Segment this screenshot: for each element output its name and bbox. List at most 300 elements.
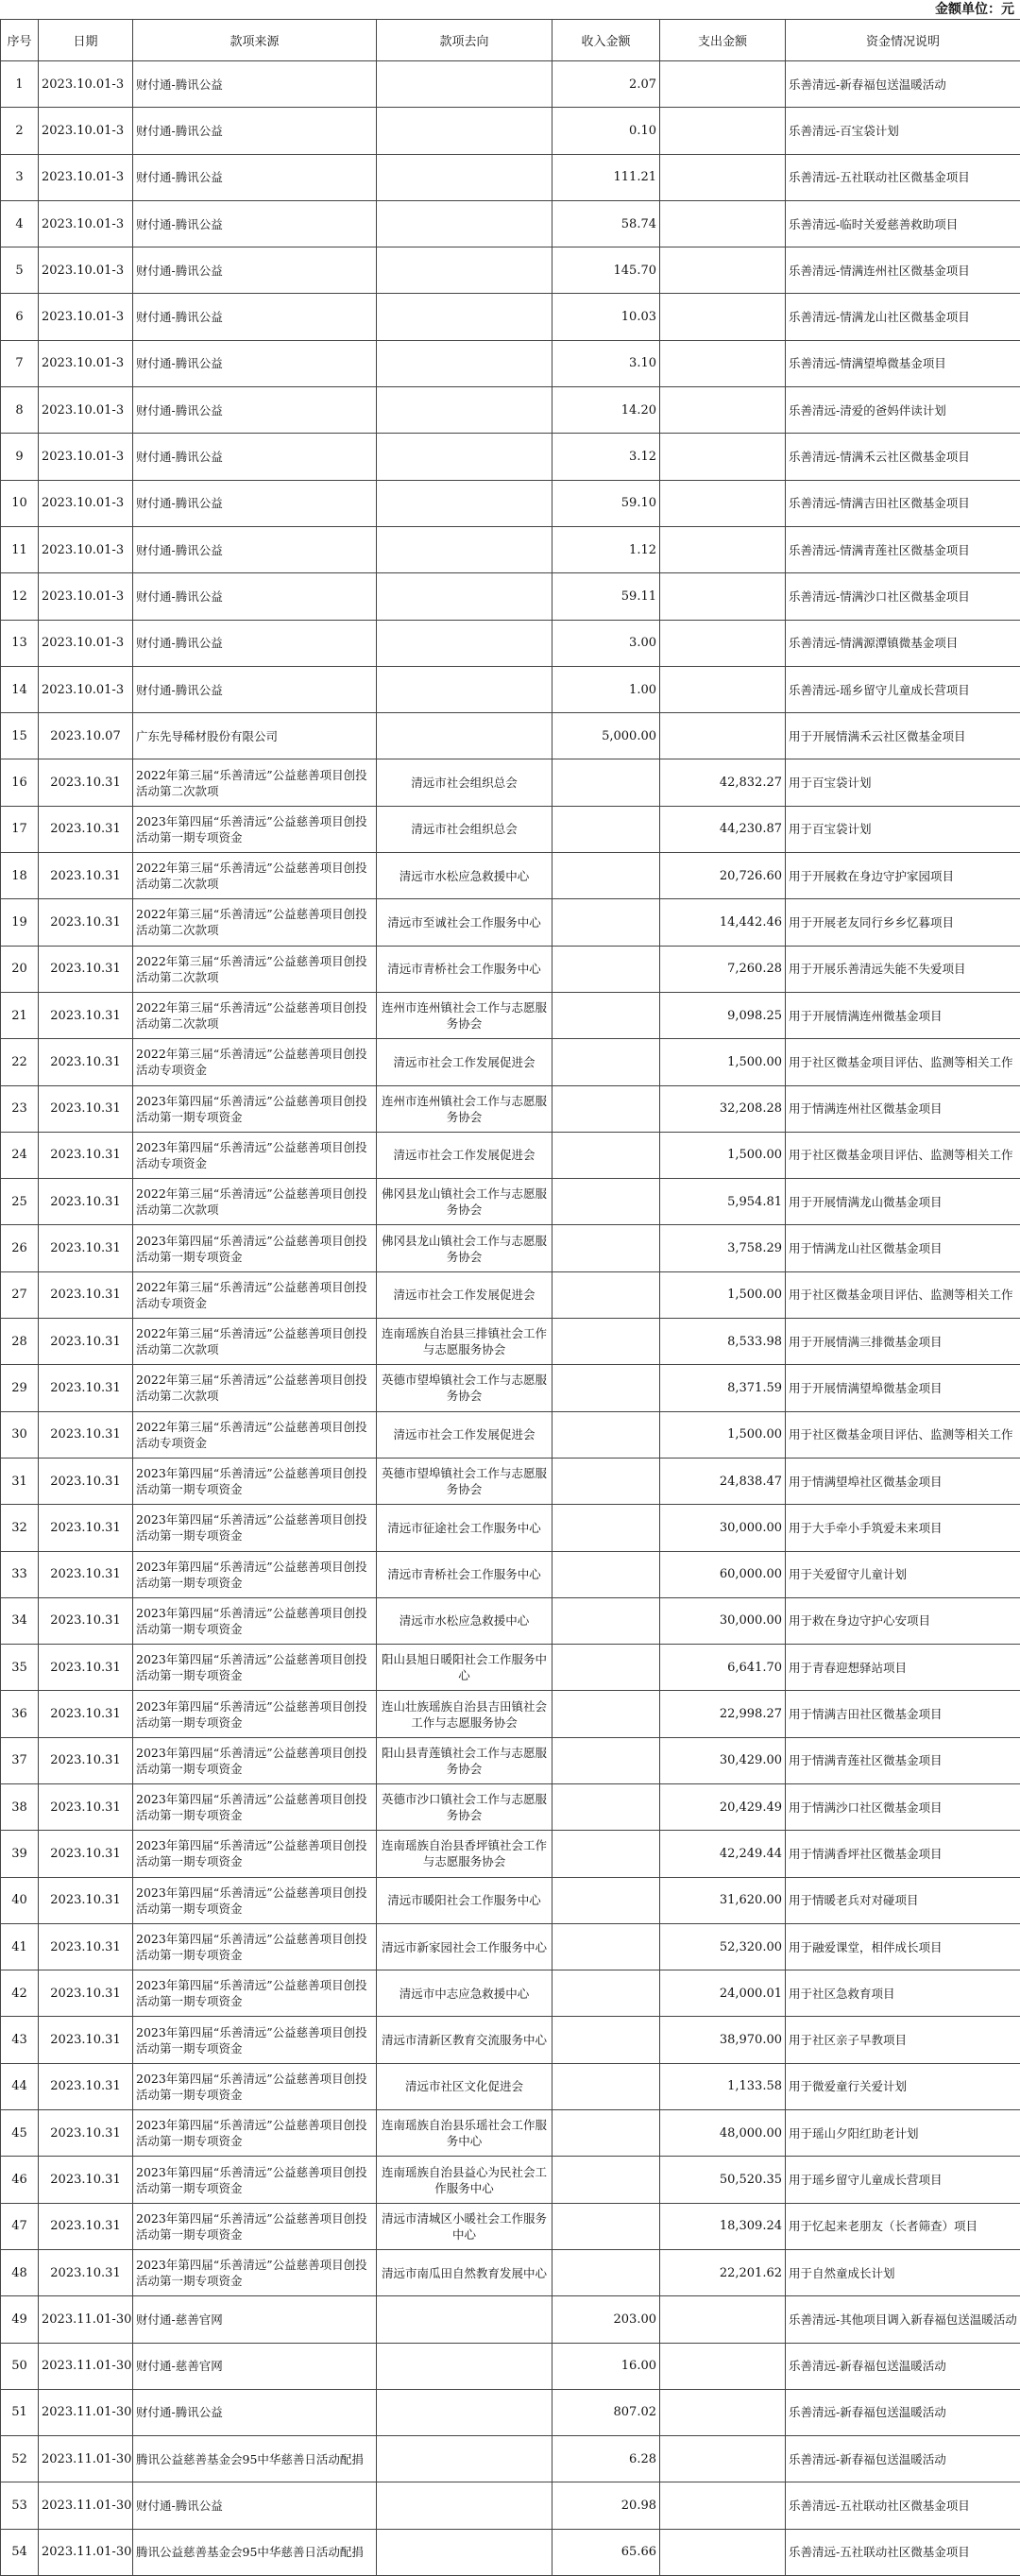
row-source: 财付通-腾讯公益 <box>133 2482 377 2529</box>
table-row <box>1 2157 1020 2203</box>
row-date: 2023.10.01-3 <box>39 434 133 480</box>
row-source: 2023年第四届“乐善清远”公益慈善项目创投活动第一期专项资金 <box>133 1597 377 1644</box>
row-number: 12 <box>1 573 39 620</box>
row-number: 51 <box>1 2389 39 2435</box>
row-expense: 9,098.25 <box>660 992 786 1038</box>
row-note: 用于开展情满连州微基金项目 <box>786 992 1020 1038</box>
row-destination: 英德市沙口镇社会工作与志愿服务协会 <box>377 1783 552 1830</box>
row-expense <box>660 2296 786 2343</box>
row-income <box>552 1970 660 2017</box>
row-date: 2023.10.31 <box>39 853 133 899</box>
row-expense: 42,249.44 <box>660 1831 786 1877</box>
table-row <box>1 2203 1020 2249</box>
row-number: 6 <box>1 294 39 340</box>
table-row <box>1 1225 1020 1271</box>
table-row <box>1 1551 1020 1597</box>
row-income <box>552 1551 660 1597</box>
row-note: 用于社区急救育项目 <box>786 1970 1020 2017</box>
row-source: 2023年第四届“乐善清远”公益慈善项目创投活动第一期专项资金 <box>133 1970 377 2017</box>
row-income <box>552 853 660 899</box>
row-income <box>552 1085 660 1132</box>
row-number: 3 <box>1 154 39 200</box>
row-expense: 30,429.00 <box>660 1737 786 1783</box>
row-date: 2023.10.31 <box>39 2157 133 2203</box>
row-note: 乐善清远-新春福包送温暖活动 <box>786 61 1020 108</box>
row-date: 2023.10.01-3 <box>39 526 133 572</box>
row-destination: 英德市望埠镇社会工作与志愿服务协会 <box>377 1458 552 1504</box>
row-note: 乐善清远-百宝袋计划 <box>786 108 1020 154</box>
row-note: 用于青春迎想驿站项目 <box>786 1645 1020 1691</box>
row-note: 乐善清远-瑶乡留守儿童成长营项目 <box>786 666 1020 712</box>
table-row <box>1 2017 1020 2063</box>
row-date: 2023.11.01-30 <box>39 2436 133 2482</box>
row-income <box>552 1645 660 1691</box>
row-income: 2.07 <box>552 61 660 108</box>
row-expense: 1,133.58 <box>660 2063 786 2109</box>
row-source: 2023年第四届“乐善清远”公益慈善项目创投活动第一期专项资金 <box>133 1458 377 1504</box>
row-date: 2023.10.01-3 <box>39 666 133 712</box>
table-row <box>1 1505 1020 1551</box>
row-income <box>552 806 660 852</box>
table-header-row <box>1 20 1020 61</box>
row-number: 15 <box>1 713 39 759</box>
row-expense: 22,201.62 <box>660 2249 786 2295</box>
row-destination: 清远市征途社会工作服务中心 <box>377 1505 552 1551</box>
row-date: 2023.10.31 <box>39 1505 133 1551</box>
row-note: 用于开展乐善清远失能不失爱项目 <box>786 946 1020 992</box>
row-income <box>552 1505 660 1551</box>
row-income <box>552 2203 660 2249</box>
row-date: 2023.10.01-3 <box>39 387 133 434</box>
table-row <box>1 1365 1020 1411</box>
table-row <box>1 992 1020 1038</box>
row-expense: 44,230.87 <box>660 806 786 852</box>
row-income <box>552 759 660 806</box>
row-expense <box>660 387 786 434</box>
row-note: 用于融爱课堂，相伴成长项目 <box>786 1923 1020 1970</box>
row-date: 2023.10.01-3 <box>39 620 133 666</box>
row-income <box>552 1877 660 1923</box>
row-note: 用于社区微基金项目评估、监测等相关工作 <box>786 1132 1020 1178</box>
row-number: 47 <box>1 2203 39 2249</box>
col-header-no: 序号 <box>1 20 39 61</box>
row-destination: 佛冈县龙山镇社会工作与志愿服务协会 <box>377 1225 552 1271</box>
col-header-expense: 支出金额 <box>660 20 786 61</box>
row-number: 42 <box>1 1970 39 2017</box>
row-number: 22 <box>1 1039 39 1085</box>
row-expense: 20,429.49 <box>660 1783 786 1830</box>
row-source: 2022年第三届“乐善清远”公益慈善项目创投活动第二次款项 <box>133 759 377 806</box>
row-destination: 清远市社会组织总会 <box>377 759 552 806</box>
row-note: 乐善清远-清爱的爸妈伴读计划 <box>786 387 1020 434</box>
table-row <box>1 2110 1020 2157</box>
table-row <box>1 1831 1020 1877</box>
table-row <box>1 1271 1020 1318</box>
row-expense: 1,500.00 <box>660 1039 786 1085</box>
row-destination <box>377 713 552 759</box>
row-note: 乐善清远-情满沙口社区微基金项目 <box>786 573 1020 620</box>
row-note: 乐善清远-情满连州社区微基金项目 <box>786 247 1020 294</box>
row-number: 8 <box>1 387 39 434</box>
row-source: 2022年第三届“乐善清远”公益慈善项目创投活动专项资金 <box>133 1271 377 1318</box>
table-row <box>1 1597 1020 1644</box>
row-income <box>552 2110 660 2157</box>
row-note: 用于自然童成长计划 <box>786 2249 1020 2295</box>
row-number: 32 <box>1 1505 39 1551</box>
row-expense <box>660 573 786 620</box>
row-note: 用于百宝袋计划 <box>786 759 1020 806</box>
table-row <box>1 759 1020 806</box>
table-row <box>1 1645 1020 1691</box>
row-income: 16.00 <box>552 2343 660 2389</box>
table-row <box>1 1737 1020 1783</box>
row-destination <box>377 200 552 247</box>
row-destination: 连州市连州镇社会工作与志愿服务协会 <box>377 1085 552 1132</box>
row-date: 2023.10.31 <box>39 2063 133 2109</box>
row-expense <box>660 108 786 154</box>
row-income <box>552 1319 660 1365</box>
table-row <box>1 61 1020 108</box>
row-income <box>552 1597 660 1644</box>
row-note: 乐善清远-情满禾云社区微基金项目 <box>786 434 1020 480</box>
table-row <box>1 480 1020 526</box>
row-date: 2023.10.31 <box>39 1319 133 1365</box>
row-income <box>552 1179 660 1225</box>
row-destination: 清远市中志应急救援中心 <box>377 1970 552 2017</box>
row-expense <box>660 480 786 526</box>
row-source: 财付通-腾讯公益 <box>133 434 377 480</box>
row-note: 乐善清远-情满龙山社区微基金项目 <box>786 294 1020 340</box>
row-income: 3.12 <box>552 434 660 480</box>
row-source: 2023年第四届“乐善清远”公益慈善项目创投活动第一期专项资金 <box>133 1085 377 1132</box>
row-destination: 清远市社区文化促进会 <box>377 2063 552 2109</box>
row-date: 2023.10.31 <box>39 1691 133 1737</box>
col-header-income: 收入金额 <box>552 20 660 61</box>
row-note: 用于社区微基金项目评估、监测等相关工作 <box>786 1411 1020 1458</box>
row-destination: 佛冈县龙山镇社会工作与志愿服务协会 <box>377 1179 552 1225</box>
row-income <box>552 1783 660 1830</box>
row-expense: 1,500.00 <box>660 1132 786 1178</box>
row-expense: 18,309.24 <box>660 2203 786 2249</box>
row-date: 2023.11.01-30 <box>39 2296 133 2343</box>
row-date: 2023.11.01-30 <box>39 2389 133 2435</box>
row-income: 145.70 <box>552 247 660 294</box>
row-number: 46 <box>1 2157 39 2203</box>
row-expense: 30,000.00 <box>660 1597 786 1644</box>
row-number: 11 <box>1 526 39 572</box>
row-number: 44 <box>1 2063 39 2109</box>
row-income: 65.66 <box>552 2529 660 2575</box>
row-date: 2023.10.31 <box>39 1085 133 1132</box>
row-expense: 60,000.00 <box>660 1551 786 1597</box>
row-number: 50 <box>1 2343 39 2389</box>
row-income: 6.28 <box>552 2436 660 2482</box>
row-expense <box>660 247 786 294</box>
col-header-date: 日期 <box>39 20 133 61</box>
row-note: 用于社区亲子早教项目 <box>786 2017 1020 2063</box>
row-destination <box>377 2389 552 2435</box>
row-income <box>552 1365 660 1411</box>
row-expense <box>660 713 786 759</box>
row-note: 乐善清远-其他项目调入新春福包送温暖活动 <box>786 2296 1020 2343</box>
table-body <box>1 61 1020 2576</box>
row-expense: 8,371.59 <box>660 1365 786 1411</box>
row-source: 2023年第四届“乐善清远”公益慈善项目创投活动第一期专项资金 <box>133 1225 377 1271</box>
row-expense <box>660 2389 786 2435</box>
row-income <box>552 2157 660 2203</box>
row-destination <box>377 666 552 712</box>
row-note: 乐善清远-新春福包送温暖活动 <box>786 2389 1020 2435</box>
row-date: 2023.10.01-3 <box>39 573 133 620</box>
row-destination: 清远市青桥社会工作服务中心 <box>377 1551 552 1597</box>
table-row <box>1 853 1020 899</box>
table-row <box>1 1132 1020 1178</box>
row-expense: 24,838.47 <box>660 1458 786 1504</box>
row-income <box>552 1132 660 1178</box>
table-row <box>1 2296 1020 2343</box>
row-income <box>552 1831 660 1877</box>
row-note: 乐善清远-情满吉田社区微基金项目 <box>786 480 1020 526</box>
row-destination <box>377 2436 552 2482</box>
row-income <box>552 899 660 946</box>
row-expense: 5,954.81 <box>660 1179 786 1225</box>
row-note: 用于开展情满禾云社区微基金项目 <box>786 713 1020 759</box>
row-destination: 连南瑶族自治县益心为民社会工作服务中心 <box>377 2157 552 2203</box>
row-destination: 连南瑶族自治县乐瑶社会工作服务中心 <box>377 2110 552 2157</box>
row-destination <box>377 2482 552 2529</box>
row-number: 40 <box>1 1877 39 1923</box>
row-note: 用于社区微基金项目评估、监测等相关工作 <box>786 1039 1020 1085</box>
row-source: 腾讯公益慈善基金会95中华慈善日活动配捐 <box>133 2529 377 2575</box>
row-expense <box>660 294 786 340</box>
row-number: 1 <box>1 61 39 108</box>
row-income <box>552 1271 660 1318</box>
row-expense <box>660 434 786 480</box>
row-destination: 清远市社会工作发展促进会 <box>377 1132 552 1178</box>
row-date: 2023.10.31 <box>39 1551 133 1597</box>
row-source: 财付通-腾讯公益 <box>133 247 377 294</box>
row-date: 2023.10.01-3 <box>39 200 133 247</box>
table-row <box>1 387 1020 434</box>
row-number: 4 <box>1 200 39 247</box>
row-number: 20 <box>1 946 39 992</box>
row-source: 2022年第三届“乐善清远”公益慈善项目创投活动第二次款项 <box>133 1179 377 1225</box>
row-note: 用于情满连州社区微基金项目 <box>786 1085 1020 1132</box>
amount-unit-label: 金额单位：元 <box>0 0 1020 19</box>
row-source: 财付通-腾讯公益 <box>133 620 377 666</box>
row-source: 财付通-腾讯公益 <box>133 573 377 620</box>
row-destination <box>377 573 552 620</box>
row-income: 59.11 <box>552 573 660 620</box>
table-row <box>1 713 1020 759</box>
table-row <box>1 1970 1020 2017</box>
row-date: 2023.10.01-3 <box>39 340 133 386</box>
row-income: 1.00 <box>552 666 660 712</box>
row-date: 2023.10.01-3 <box>39 294 133 340</box>
row-expense <box>660 526 786 572</box>
row-source: 2022年第三届“乐善清远”公益慈善项目创投活动第二次款项 <box>133 946 377 992</box>
col-header-source: 款项来源 <box>133 20 377 61</box>
row-date: 2023.10.31 <box>39 2017 133 2063</box>
row-source: 2023年第四届“乐善清远”公益慈善项目创投活动第一期专项资金 <box>133 1923 377 1970</box>
row-destination: 连南瑶族自治县三排镇社会工作与志愿服务协会 <box>377 1319 552 1365</box>
row-income: 3.00 <box>552 620 660 666</box>
table-row <box>1 154 1020 200</box>
row-expense: 24,000.01 <box>660 1970 786 2017</box>
row-expense: 50,520.35 <box>660 2157 786 2203</box>
row-expense: 30,000.00 <box>660 1505 786 1551</box>
row-number: 18 <box>1 853 39 899</box>
row-note: 用于开展老友同行乡乡忆暮项目 <box>786 899 1020 946</box>
row-note: 用于情满香坪社区微基金项目 <box>786 1831 1020 1877</box>
row-expense <box>660 666 786 712</box>
row-destination <box>377 154 552 200</box>
table-row <box>1 1085 1020 1132</box>
row-expense: 6,641.70 <box>660 1645 786 1691</box>
row-destination: 清远市社会组织总会 <box>377 806 552 852</box>
row-number: 9 <box>1 434 39 480</box>
table-row <box>1 2063 1020 2109</box>
row-number: 14 <box>1 666 39 712</box>
row-number: 53 <box>1 2482 39 2529</box>
table-row <box>1 806 1020 852</box>
row-destination <box>377 526 552 572</box>
row-expense: 48,000.00 <box>660 2110 786 2157</box>
row-destination: 清远市南瓜田自然教育发展中心 <box>377 2249 552 2295</box>
table-row <box>1 2436 1020 2482</box>
row-note: 用于开展救在身边守护家园项目 <box>786 853 1020 899</box>
row-income <box>552 1691 660 1737</box>
row-date: 2023.10.31 <box>39 1225 133 1271</box>
row-destination: 清远市社会工作发展促进会 <box>377 1271 552 1318</box>
row-note: 用于情暖老兵对对碰项目 <box>786 1877 1020 1923</box>
row-income <box>552 1737 660 1783</box>
row-source: 2023年第四届“乐善清远”公益慈善项目创投活动第一期专项资金 <box>133 1505 377 1551</box>
row-expense: 52,320.00 <box>660 1923 786 1970</box>
row-expense: 8,533.98 <box>660 1319 786 1365</box>
row-source: 2022年第三届“乐善清远”公益慈善项目创投活动第二次款项 <box>133 1365 377 1411</box>
row-source: 财付通-腾讯公益 <box>133 340 377 386</box>
row-destination <box>377 2296 552 2343</box>
row-income <box>552 992 660 1038</box>
row-note: 用于社区微基金项目评估、监测等相关工作 <box>786 1271 1020 1318</box>
row-source: 2023年第四届“乐善清远”公益慈善项目创投活动第一期专项资金 <box>133 1645 377 1691</box>
row-date: 2023.10.31 <box>39 1645 133 1691</box>
row-date: 2023.10.01-3 <box>39 108 133 154</box>
row-date: 2023.10.31 <box>39 1877 133 1923</box>
row-number: 2 <box>1 108 39 154</box>
table-row <box>1 1877 1020 1923</box>
row-number: 33 <box>1 1551 39 1597</box>
row-expense: 14,442.46 <box>660 899 786 946</box>
col-header-destination: 款项去向 <box>377 20 552 61</box>
table-row <box>1 2389 1020 2435</box>
row-date: 2023.10.31 <box>39 1737 133 1783</box>
row-destination: 清远市暖阳社会工作服务中心 <box>377 1877 552 1923</box>
row-expense: 42,832.27 <box>660 759 786 806</box>
row-destination <box>377 61 552 108</box>
row-destination: 清远市水松应急救援中心 <box>377 853 552 899</box>
row-date: 2023.10.31 <box>39 1039 133 1085</box>
row-number: 24 <box>1 1132 39 1178</box>
row-source: 2022年第三届“乐善清远”公益慈善项目创投活动专项资金 <box>133 1039 377 1085</box>
row-source: 2023年第四届“乐善清远”公益慈善项目创投活动第一期专项资金 <box>133 1831 377 1877</box>
row-source: 2023年第四届“乐善清远”公益慈善项目创投活动第一期专项资金 <box>133 1691 377 1737</box>
row-source: 2023年第四届“乐善清远”公益慈善项目创投活动第一期专项资金 <box>133 1551 377 1597</box>
row-date: 2023.10.31 <box>39 806 133 852</box>
row-number: 34 <box>1 1597 39 1644</box>
row-number: 37 <box>1 1737 39 1783</box>
row-source: 腾讯公益慈善基金会95中华慈善日活动配捐 <box>133 2436 377 2482</box>
row-source: 2023年第四届“乐善清远”公益慈善项目创投活动第一期专项资金 <box>133 1783 377 1830</box>
row-income <box>552 2249 660 2295</box>
row-date: 2023.10.31 <box>39 2203 133 2249</box>
row-date: 2023.10.31 <box>39 1970 133 2017</box>
row-date: 2023.10.31 <box>39 946 133 992</box>
row-number: 26 <box>1 1225 39 1271</box>
row-date: 2023.10.31 <box>39 1411 133 1458</box>
row-expense: 31,620.00 <box>660 1877 786 1923</box>
row-expense: 38,970.00 <box>660 2017 786 2063</box>
table-row <box>1 2249 1020 2295</box>
row-source: 2023年第四届“乐善清远”公益慈善项目创投活动第一期专项资金 <box>133 2203 377 2249</box>
row-income <box>552 1225 660 1271</box>
row-note: 用于情满吉田社区微基金项目 <box>786 1691 1020 1737</box>
row-income: 14.20 <box>552 387 660 434</box>
row-source: 2023年第四届“乐善清远”公益慈善项目创投活动第一期专项资金 <box>133 2157 377 2203</box>
row-source: 财付通-腾讯公益 <box>133 108 377 154</box>
row-expense: 32,208.28 <box>660 1085 786 1132</box>
row-date: 2023.11.01-30 <box>39 2529 133 2575</box>
row-date: 2023.10.31 <box>39 1597 133 1644</box>
row-number: 31 <box>1 1458 39 1504</box>
row-date: 2023.10.31 <box>39 1365 133 1411</box>
row-note: 用于情满沙口社区微基金项目 <box>786 1783 1020 1830</box>
row-note: 用于百宝袋计划 <box>786 806 1020 852</box>
row-destination: 清远市新家园社会工作服务中心 <box>377 1923 552 1970</box>
row-date: 2023.10.31 <box>39 2249 133 2295</box>
row-date: 2023.10.31 <box>39 759 133 806</box>
row-number: 28 <box>1 1319 39 1365</box>
row-number: 35 <box>1 1645 39 1691</box>
table-row <box>1 1783 1020 1830</box>
row-date: 2023.10.01-3 <box>39 61 133 108</box>
row-destination <box>377 620 552 666</box>
row-note: 用于忆起来老朋友（长者筛查）项目 <box>786 2203 1020 2249</box>
row-note: 乐善清远-情满源潭镇微基金项目 <box>786 620 1020 666</box>
row-number: 36 <box>1 1691 39 1737</box>
row-destination: 清远市青桥社会工作服务中心 <box>377 946 552 992</box>
fund-ledger-table <box>0 19 1020 2576</box>
table-row <box>1 2529 1020 2575</box>
row-number: 21 <box>1 992 39 1038</box>
table-row <box>1 1411 1020 1458</box>
row-expense <box>660 2529 786 2575</box>
table-row <box>1 247 1020 294</box>
table-row <box>1 200 1020 247</box>
table-row <box>1 340 1020 386</box>
row-destination: 清远市社会工作发展促进会 <box>377 1039 552 1085</box>
row-destination <box>377 294 552 340</box>
row-source: 财付通-腾讯公益 <box>133 2389 377 2435</box>
row-source: 2023年第四届“乐善清远”公益慈善项目创投活动第一期专项资金 <box>133 806 377 852</box>
row-destination <box>377 2529 552 2575</box>
row-income: 3.10 <box>552 340 660 386</box>
row-note: 用于微爱童行关爱计划 <box>786 2063 1020 2109</box>
row-number: 23 <box>1 1085 39 1132</box>
row-note: 乐善清远-五社联动社区微基金项目 <box>786 2529 1020 2575</box>
row-note: 用于瑶山夕阳红助老计划 <box>786 2110 1020 2157</box>
